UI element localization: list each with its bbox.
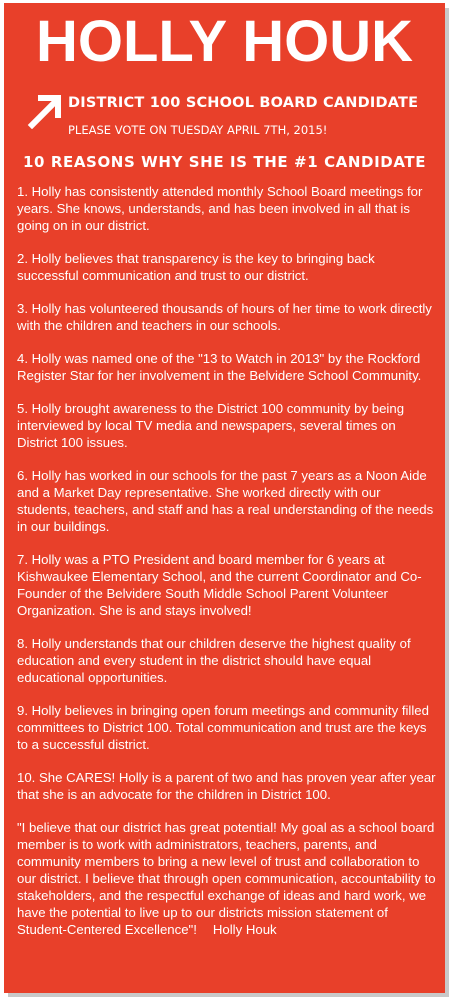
flyer-card (4, 3, 445, 993)
reason-item: 6. Holly has worked in our schools for the past 7 years as a Noon Aide and a Market Day representative. She worked directly with our students, teachers, and staff and has a real understanding of the needs in our buildings. (17, 468, 434, 534)
reason-item: 3. Holly has volunteered thousands of hours of her time to work directly with the children and teachers in our schools. (17, 301, 432, 333)
quote-text: "I believe that our district has great potential! My goal as a school board member is to work with administrators, teachers, parents, and community members to bring a new level of trust and collaboration to our district. I believe that through open communication, accountability to stakeholders, and the respectful exchange of ideas and hard work, we have the potential to live up to our districts mission statement of Student-Centered Excellence"! (17, 820, 436, 937)
reason-item: 1. Holly has consistently attended monthly School Board meetings for years. She knows, understands, and has been involved in all that is going on in our district. (17, 184, 423, 233)
vote-date-line: PLEASE VOTE ON TUESDAY APRIL 7TH, 2015! (68, 123, 328, 137)
reason-item: 2. Holly believes that transparency is the key to bringing back successful communication and trust to our district. (17, 251, 375, 283)
reason-item: 9. Holly believes in bringing open forum meetings and community filled committees to District 100. Total communication and trust are the keys to a successful district. (17, 703, 429, 752)
candidate-quote (17, 819, 437, 938)
reason-item: 8. Holly understands that our children deserve the highest quality of education and every student in the district should have equal educational opportunities. (17, 636, 411, 685)
quote-signature: Holly Houk (212, 922, 277, 937)
card-shadow-right (445, 8, 449, 996)
reasons-heading: 10 REASONS WHY SHE IS THE #1 CANDIDATE (22, 153, 427, 171)
reason-item: 7. Holly was a PTO President and board member for 6 years at Kishwaukee Elementary School, and the current Coordinator and Co-Founder of the Belvidere South Middle School Parent Volunteer Organization. She is and stays involved! (17, 552, 422, 618)
reasons-list (17, 183, 437, 938)
reason-item: 10. She CARES! Holly is a parent of two and has proven year after year that she is an advocate for the children in District 100. (17, 770, 436, 802)
candidate-title: DISTRICT 100 SCHOOL BOARD CANDIDATE (68, 95, 419, 111)
card-shadow-bottom (8, 993, 449, 997)
candidate-name: HOLLY HOUK (35, 9, 414, 74)
arrow-up-right-icon (26, 93, 62, 129)
reason-item: 4. Holly was named one of the "13 to Watch in 2013" by the Rockford Register Star for her involvement in the Belvidere School Community. (17, 351, 422, 383)
reason-item: 5. Holly brought awareness to the District 100 community by being interviewed by local TV media and newspapers, several times on District 100 issues. (17, 401, 405, 450)
